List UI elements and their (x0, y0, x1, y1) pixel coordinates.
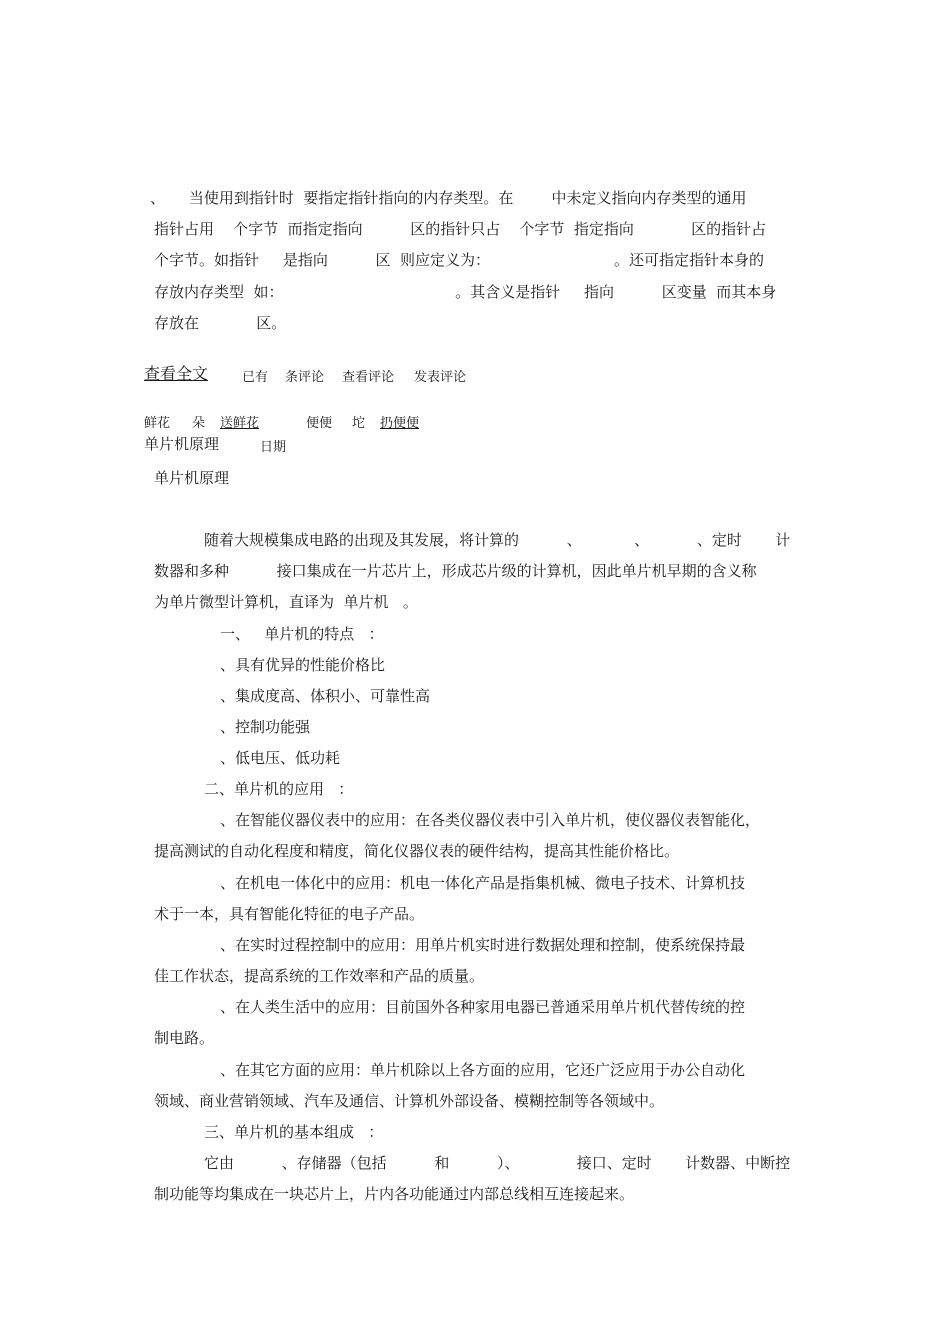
section-title: 三、单片机的基本组成 ： (204, 1123, 384, 1141)
intro-line: 、 当使用到指针时 要指定指针指向的内存类型。在 中未定义指向内存类型的通用 (150, 189, 747, 207)
application-line: 、在智能仪器仪表中的应用：在各类仪器仪表中引入单片机，使仪器仪表智能化， (220, 811, 761, 829)
view-full-link[interactable]: 查看全文 (144, 364, 209, 383)
list-item: 、低电压、低功耗 (220, 749, 341, 767)
comment-count-suffix: 条评论 (285, 370, 325, 385)
application-line: 、在实时过程控制中的应用：用单片机实时进行数据处理和控制，使系统保持最 (220, 936, 746, 954)
intro-line: 存放在 区。 (154, 314, 287, 332)
section-title: 一、 单片机的特点 ： (220, 625, 384, 643)
application-line: 制电路。 (154, 1029, 215, 1047)
date-label: 日期 (260, 440, 287, 455)
article-paragraph-line: 为单片微型计算机，直译为 单片机 。 (154, 593, 418, 611)
list-item: 、控制功能强 (220, 718, 311, 736)
application-line: 、在其它方面的应用：单片机除以上各方面的应用，它还广泛应用于办公自动化 (220, 1061, 746, 1079)
view-comments-link[interactable]: 查看评论 (342, 370, 395, 385)
application-line: 、在机电一体化中的应用：机电一体化产品是指集机械、微电子技术、计算机技 (220, 874, 746, 892)
application-line: 、在人类生活中的应用：目前国外各种家用电器已普通采用单片机代替传统的控 (220, 998, 746, 1016)
application-line: 提高测试的自动化程度和精度，简化仪器仪表的硬件结构，提高其性能价格比。 (154, 842, 680, 860)
intro-line: 存放内存类型 如： 。其含义是指针 指向 区变量 而其本身 (154, 283, 777, 301)
flowers-unit: 朵 (192, 416, 206, 431)
bianbian-unit: 坨 (352, 416, 366, 431)
intro-line: 指针占用 个字节 而指定指向 区的指针只占 个字节 指定指向 区的指针占 (154, 220, 767, 238)
list-item: 、具有优异的性能价格比 (220, 656, 386, 674)
application-line: 佳工作状态，提高系统的工作效率和产品的质量。 (154, 967, 485, 985)
flowers-label: 鲜花 (144, 416, 171, 431)
section-title: 二、单片机的应用 ： (204, 780, 354, 798)
intro-line: 个字节。如指针 是指向 区 则应定义为： 。还可指定指针本身的 (154, 251, 765, 269)
composition-line: 它由 、存储器（包括 和 ）、 接口、定时 计数器、中断控 (204, 1154, 791, 1172)
article-paragraph-line: 数器和多种 接口集成在一片芯片上，形成芯片级的计算机，因此单片机早期的含义称 (154, 562, 757, 580)
throw-link[interactable]: 扔便便 (380, 416, 420, 431)
list-item: 、集成度高、体积小、可靠性高 (220, 687, 431, 705)
application-line: 领域、商业营销领域、汽车及通信、计算机外部设备、模糊控制等各领域中。 (154, 1092, 665, 1110)
post-comment-link[interactable]: 发表评论 (414, 370, 467, 385)
application-line: 术于一本，具有智能化特征的电子产品。 (154, 905, 425, 923)
comment-count-prefix: 已有 (242, 370, 269, 385)
article-heading: 单片机原理 (154, 469, 230, 487)
composition-line: 制功能等均集成在一块芯片上，片内各功能通过内部总线相互连接起来。 (154, 1185, 635, 1203)
bianbian-label: 便便 (306, 416, 333, 431)
send-flower-link[interactable]: 送鲜花 (220, 416, 260, 431)
article-paragraph-line: 随着大规模集成电路的出现及其发展，将计算的 、 、 、定时 计 (204, 531, 791, 549)
article-title: 单片机原理 (144, 435, 220, 453)
